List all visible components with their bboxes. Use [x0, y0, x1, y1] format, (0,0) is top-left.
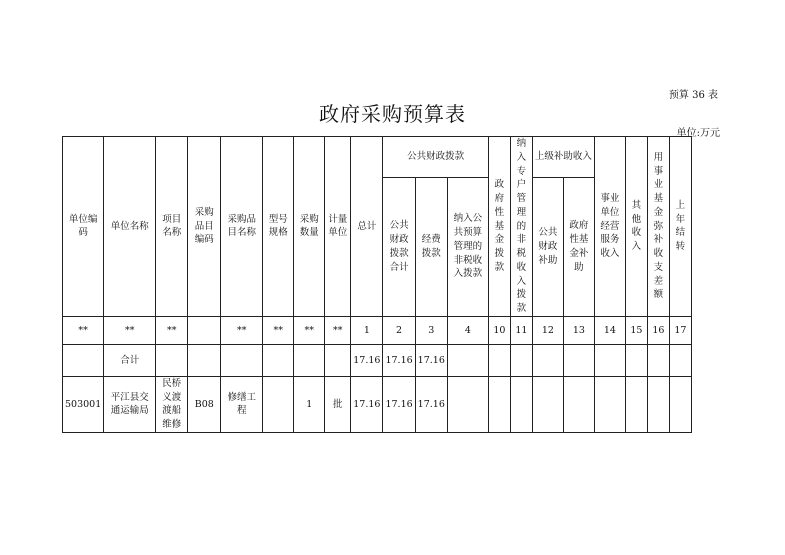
header-unit-code: 单位编码	[63, 137, 104, 317]
index-cell: 17	[669, 316, 691, 344]
header-gov-fund: 政府性基金拨款	[488, 137, 510, 317]
header-spec: 型号规格	[263, 137, 294, 317]
header-row-1	[63, 137, 692, 178]
index-cell: 2	[383, 316, 415, 344]
index-cell: **	[63, 316, 104, 344]
index-cell: 11	[510, 316, 532, 344]
subtotal-cell	[188, 344, 221, 376]
subtotal-cell	[563, 344, 594, 376]
subtotal-public-total: 17.16	[383, 344, 415, 376]
subtotal-cell	[594, 344, 625, 376]
page-title: 政府采购预算表	[319, 102, 466, 126]
row-cell	[625, 376, 647, 432]
subtotal-cell	[488, 344, 510, 376]
subtotal-operating: 17.16	[415, 344, 447, 376]
index-cell: 4	[447, 316, 488, 344]
header-public-total: 公共财政拨款合计	[383, 177, 415, 316]
index-cell: **	[104, 316, 156, 344]
subtotal-cell	[647, 344, 669, 376]
header-quantity: 采购数量	[294, 137, 325, 317]
subtotal-cell	[532, 344, 563, 376]
index-cell: 13	[563, 316, 594, 344]
header-measure-unit: 计量单位	[325, 137, 351, 317]
header-unit-name: 单位名称	[104, 137, 156, 317]
header-fund-offset: 用事业基金弥补收支差额	[647, 137, 669, 317]
row-cell	[647, 376, 669, 432]
row-spec	[263, 376, 294, 432]
header-superior-public: 公共财政补助	[532, 177, 563, 316]
subtotal-cell	[63, 344, 104, 376]
index-cell: 16	[647, 316, 669, 344]
row-unit-name: 平江县交通运输局	[104, 376, 156, 432]
procurement-budget-table	[62, 136, 692, 433]
unit-label: 单位:万元	[676, 128, 720, 139]
subtotal-cell	[510, 344, 532, 376]
index-cell: 1	[351, 316, 383, 344]
row-catalog-name: 修缮工程	[221, 376, 263, 432]
header-business-income: 事业单位经营服务收入	[594, 137, 625, 317]
row-total: 17.16	[351, 376, 383, 432]
header-operating-funds: 经费拨款	[415, 177, 447, 316]
subtotal-cell	[669, 344, 691, 376]
header-special-non-tax: 纳入专户管理的非税收入拨款	[510, 137, 532, 317]
subtotal-cell	[625, 344, 647, 376]
header-catalog-code: 采购品目编码	[188, 137, 221, 317]
subtotal-label: 合计	[104, 344, 156, 376]
header-superior-fund: 政府性基金补助	[563, 177, 594, 316]
row-project-name: 民桥义渡渡船维修	[156, 376, 188, 432]
row-cell	[488, 376, 510, 432]
index-cell: 14	[594, 316, 625, 344]
subtotal-cell	[221, 344, 263, 376]
row-cell	[510, 376, 532, 432]
subtotal-cell	[447, 344, 488, 376]
index-cell: 12	[532, 316, 563, 344]
header-other-income: 其他收入	[625, 137, 647, 317]
index-cell: **	[294, 316, 325, 344]
header-project-name: 项目名称	[156, 137, 188, 317]
header-carryover: 上年结转	[669, 137, 691, 317]
index-cell: **	[221, 316, 263, 344]
subtotal-cell	[156, 344, 188, 376]
row-cell	[447, 376, 488, 432]
row-cell	[669, 376, 691, 432]
table-number: 预算 36 表	[668, 90, 718, 101]
header-non-tax: 纳入公共预算管理的非税收入拨款	[447, 177, 488, 316]
row-measure-unit: 批	[325, 376, 351, 432]
index-cell: 3	[415, 316, 447, 344]
index-cell: **	[325, 316, 351, 344]
subtotal-cell	[325, 344, 351, 376]
row-cell	[563, 376, 594, 432]
table-row	[63, 376, 692, 432]
subtotal-row	[63, 344, 692, 376]
header-public-finance-group: 公共财政拨款	[383, 137, 488, 178]
index-cell: **	[156, 316, 188, 344]
row-quantity: 1	[294, 376, 325, 432]
subtotal-cell	[263, 344, 294, 376]
subtotal-total: 17.16	[351, 344, 383, 376]
index-cell: 15	[625, 316, 647, 344]
header-total: 总计	[351, 137, 383, 317]
header-catalog-name: 采购品目名称	[221, 137, 263, 317]
row-public-total: 17.16	[383, 376, 415, 432]
subtotal-cell	[294, 344, 325, 376]
index-row	[63, 316, 692, 344]
row-operating: 17.16	[415, 376, 447, 432]
row-catalog-code: B08	[188, 376, 221, 432]
index-cell: 10	[488, 316, 510, 344]
index-cell	[188, 316, 221, 344]
row-cell	[594, 376, 625, 432]
header-superior-group: 上级补助收入	[532, 137, 594, 178]
index-cell: **	[263, 316, 294, 344]
row-cell	[532, 376, 563, 432]
row-unit-code: 503001	[63, 376, 104, 432]
